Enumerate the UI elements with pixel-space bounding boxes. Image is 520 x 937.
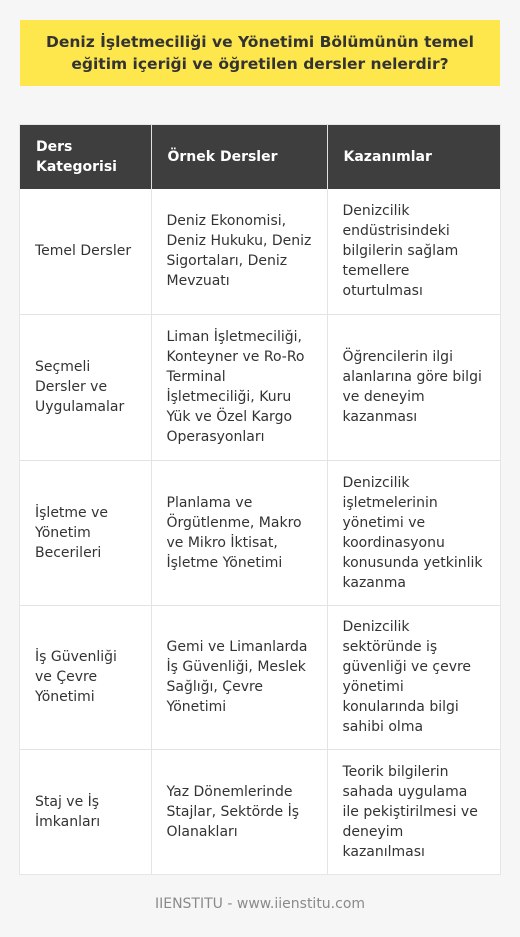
header-outcomes: Kazanımlar [327,125,500,189]
table-row [20,749,500,874]
category-cell: İş Güvenliği ve Çevre Yönetimi [20,605,151,749]
courses-table [20,125,500,874]
outcomes-cell: Denizcilik endüstrisindeki bilgilerin sağlam temellere oturtulması [327,189,500,314]
table-header-row [20,125,500,189]
outcomes-cell: Öğrencilerin ilgi alanlarına göre bilgi ve deneyim kazanması [327,314,500,460]
question-text: Deniz İşletmeciliği ve Yönetimi Bölümünün temel eğitim içeriği ve öğretilen dersler nelerdir? [46,33,474,73]
footer-credit: IIENSTITU - www.iienstitu.com [154,896,366,912]
courses-cell: Deniz Ekonomisi, Deniz Hukuku, Deniz Sigortaları, Deniz Mevzuatı [151,189,327,314]
table-row [20,314,500,460]
question-banner [20,20,500,86]
category-cell: İşletme ve Yönetim Becerileri [20,460,151,605]
category-cell: Temel Dersler [20,189,151,314]
table-row [20,189,500,314]
courses-cell: Liman İşletmeciliği, Konteyner ve Ro-Ro Terminal İşletmeciliği, Kuru Yük ve Özel Kargo Operasyonları [151,314,327,460]
outcomes-cell: Teorik bilgilerin sahada uygulama ile pekiştirilmesi ve deneyim kazanılması [327,749,500,874]
table-row [20,460,500,605]
courses-cell: Yaz Dönemlerinde Stajlar, Sektörde İş Olanakları [151,749,327,874]
courses-cell: Planlama ve Örgütlenme, Makro ve Mikro İktisat, İşletme Yönetimi [151,460,327,605]
table-row [20,605,500,749]
outcomes-cell: Denizcilik sektöründe iş güvenliği ve çevre yönetimi konularında bilgi sahibi olma [327,605,500,749]
category-cell: Seçmeli Dersler ve Uygulamalar [20,314,151,460]
courses-cell: Gemi ve Limanlarda İş Güvenliği, Meslek Sağlığı, Çevre Yönetimi [151,605,327,749]
category-cell: Staj ve İş İmkanları [20,749,151,874]
outcomes-cell: Denizcilik işletmelerinin yönetimi ve koordinasyonu konusunda yetkinlik kazanma [327,460,500,605]
header-category: Ders Kategorisi [20,125,151,189]
header-courses: Örnek Dersler [151,125,327,189]
